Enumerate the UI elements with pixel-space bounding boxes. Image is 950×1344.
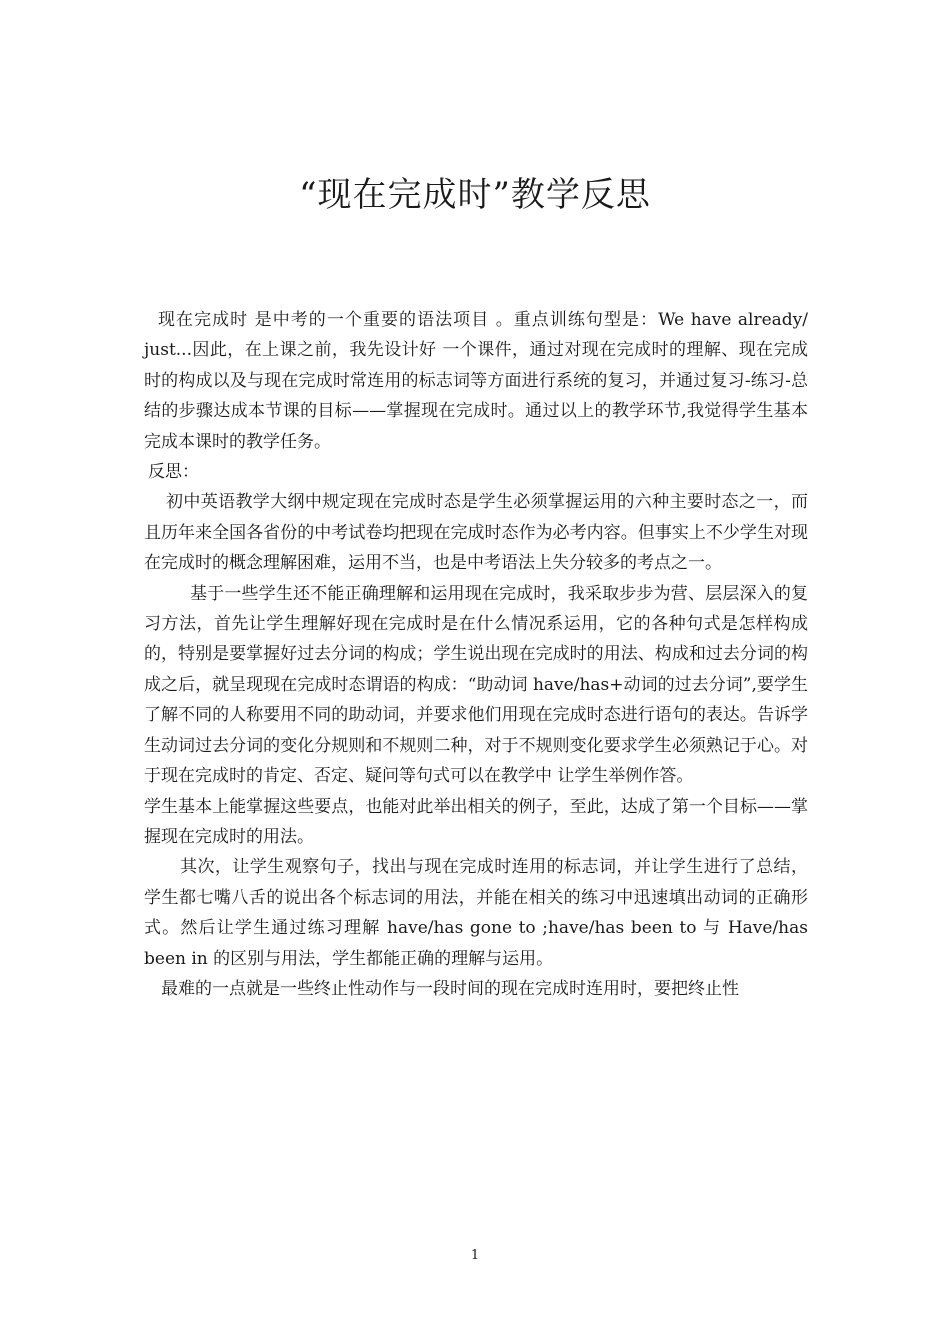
page-number: 1	[470, 1248, 480, 1263]
paragraph-difficulty: 最难的一点就是一些终止性动作与一段时间的现在完成时连用时，要把终止性	[161, 978, 739, 999]
paragraph-reflection-heading: 反思：	[148, 462, 199, 483]
document-body	[144, 305, 808, 1004]
paragraph-method: 基于一些学生还不能正确理解和运用现在完成时，我采取步步为营、层层深入的复习方法，首先让学生理解好现在完成时是在什么情况系运用，它的各种句式是怎样构成的，特别是要掌握好过去分词的构成；学生说出现在完成时的用法、构成和过去分词的构成之后，就呈现现在完成时态谓语的构成：“助动词 have/has+动词的过去分词”,要学生了解不同的人称要用不同的助动词，并要求他们用现在完成时态进行语句的表达。告诉学生动词过去分词的变化分规则和不规则二种，对于不规则变化要求学生必须熟记于心。对于现在完成时的肯定、否定、疑问等句式可以在教学中 让学生举例作答。	[144, 583, 808, 787]
paragraph-intro: 现在完成时 是中考的一个重要的语法项目 。重点训练句型是：We have already/ just...因此，在上课之前，我先设计好 一个课件，通过对现在完成时的理解、现在完成时的构成以及与现在完成时常连用的标志词等方面进行系统的复习，并通过复习-练习-总结的步骤达成本节课的目标——掌握现在完成时。通过以上的教学环节,我觉得学生基本完成本课时的教学任务。	[144, 310, 808, 452]
paragraph-syllabus: 初中英语教学大纲中规定现在完成时态是学生必须掌握运用的六种主要时态之一，而且历年来全国各省份的中考试卷均把现在完成时态作为必考内容。但事实上不少学生对现在完成时的概念理解困难，运用不当，也是中考语法上失分较多的考点之一。	[144, 492, 808, 574]
paragraph-goal-one: 学生基本上能掌握这些要点，也能对此举出相关的例子，至此，达成了第一个目标——掌握现在完成时的用法。	[144, 796, 808, 847]
paragraph-signal-words: 其次，让学生观察句子，找出与现在完成时连用的标志词，并让学生进行了总结，学生都七嘴八舌的说出各个标志词的用法，并能在相关的练习中迅速填出动词的正确形式。然后让学生通过练习理解 have/has gone to ;have/has been to 与 Have/has been in 的区别与用法，学生都能正确的理解与运用。	[144, 857, 808, 969]
document-title: “现在完成时”教学反思	[299, 175, 651, 215]
